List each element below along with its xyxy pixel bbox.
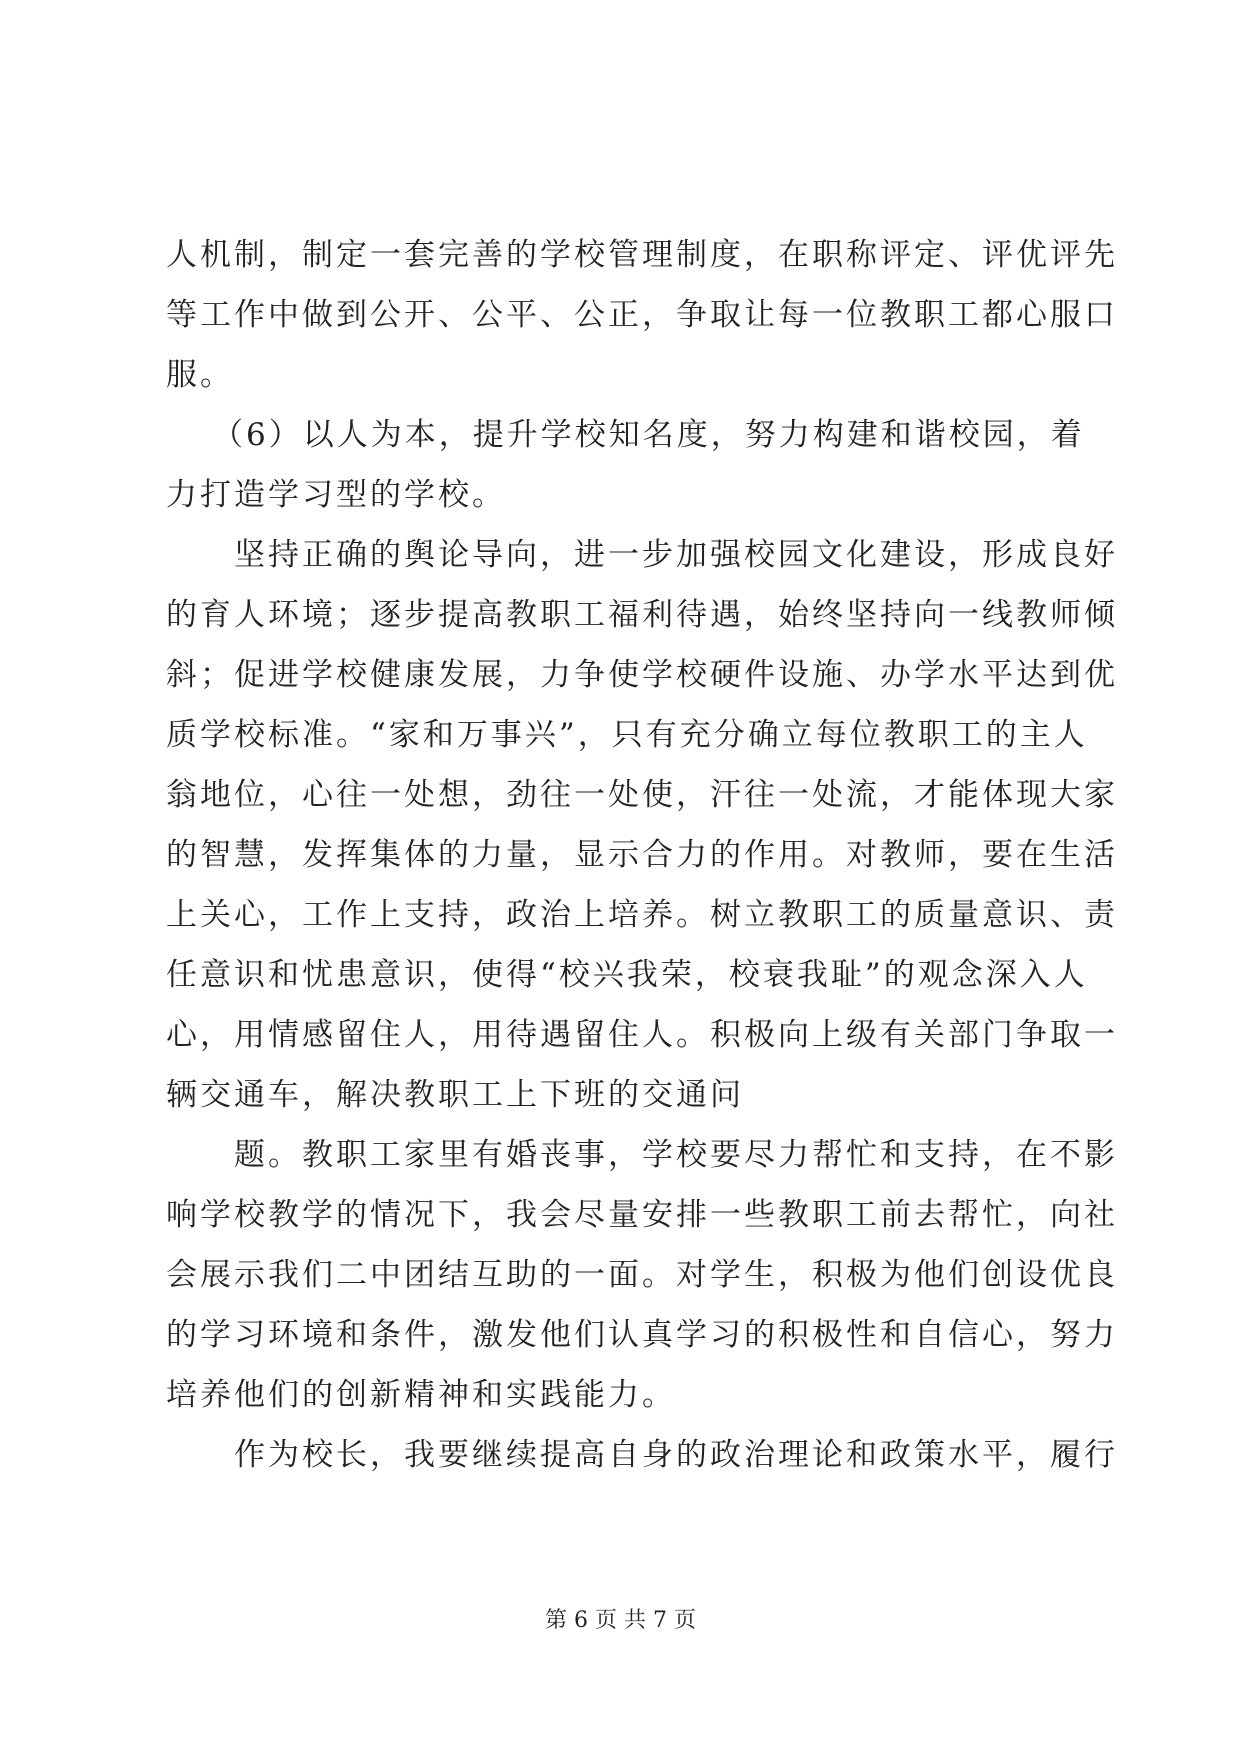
- text-line: 培养他们的创新精神和实践能力。: [166, 1377, 676, 1413]
- text-line: 等工作中做到公开、公平、公正，争取让每一位教职工都心服口: [166, 297, 1118, 333]
- text-line: 的学习环境和条件，激发他们认真学习的积极性和自信心，努力: [166, 1317, 1118, 1353]
- text-line: 力打造学习型的学校。: [166, 477, 506, 513]
- paragraph-5: [166, 1425, 1118, 1485]
- paragraph-1: [166, 225, 1118, 405]
- page-number: 第 6 页 共 7 页: [545, 1608, 696, 1633]
- text-line: 作为校长，我要继续提高自身的政治理论和政策水平，履行: [234, 1437, 1118, 1473]
- text-line: 的智慧，发挥集体的力量，显示合力的作用。对教师，要在生活: [166, 837, 1118, 873]
- text-line: 会展示我们二中团结互助的一面。对学生，积极为他们创设优良: [166, 1257, 1118, 1293]
- text-line: 响学校教学的情况下，我会尽量安排一些教职工前去帮忙，向社: [166, 1197, 1118, 1233]
- text-line: 题。教职工家里有婚丧事，学校要尽力帮忙和支持，在不影: [234, 1137, 1118, 1173]
- paragraph-3: [166, 525, 1118, 1125]
- text-line: 质学校标准。“家和万事兴”，只有充分确立每位教职工的主人: [166, 717, 1088, 753]
- page-footer: [0, 1603, 1241, 1634]
- text-line: 任意识和忧患意识，使得“校兴我荣，校衰我耻”的观念深入人: [166, 957, 1088, 993]
- text-line: 坚持正确的舆论导向，进一步加强校园文化建设，形成良好: [234, 537, 1118, 573]
- text-line: 心，用情感留住人，用待遇留住人。积极向上级有关部门争取一: [166, 1017, 1118, 1053]
- text-line: 人机制，制定一套完善的学校管理制度，在职称评定、评优评先: [166, 237, 1118, 273]
- text-line: 的育人环境；逐步提高教职工福利待遇，始终坚持向一线教师倾: [166, 597, 1118, 633]
- text-line: （6）以人为本，提升学校知名度，努力构建和谐校园，着: [212, 417, 1085, 453]
- text-line: 上关心，工作上支持，政治上培养。树立教职工的质量意识、责: [166, 897, 1118, 933]
- body-text: [166, 225, 1118, 1485]
- paragraph-2: [166, 405, 1086, 525]
- text-line: 翁地位，心往一处想，劲往一处使，汗往一处流，才能体现大家: [166, 777, 1118, 813]
- text-line: 斜；促进学校健康发展，力争使学校硬件设施、办学水平达到优: [166, 657, 1118, 693]
- text-line: 辆交通车，解决教职工上下班的交通问: [166, 1077, 744, 1113]
- paragraph-4: [166, 1125, 1118, 1425]
- text-line: 服。: [166, 357, 234, 393]
